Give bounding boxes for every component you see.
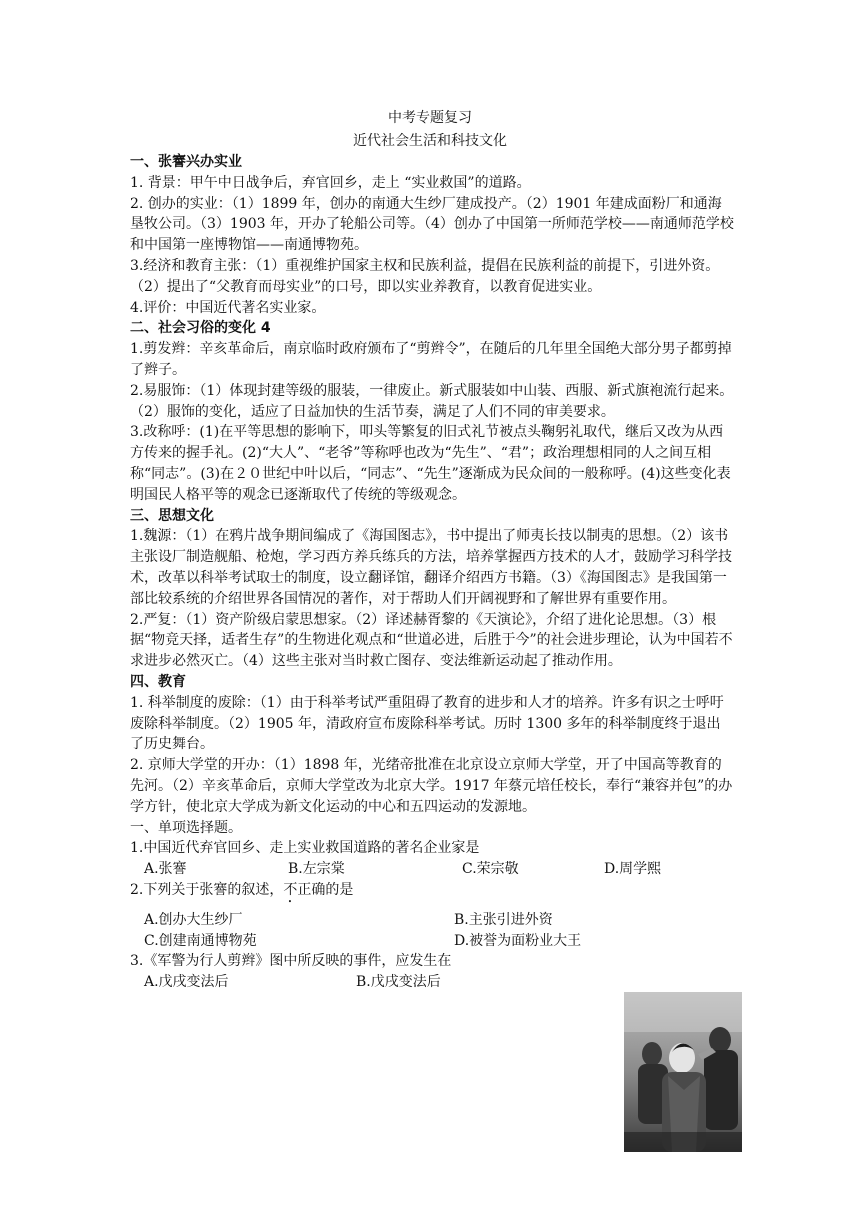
question-3-stem: 3.《军警为行人剪辫》图中所反映的事件，应发生在	[130, 953, 452, 970]
paragraph: 1. 背景：甲午中日战争后，弃官回乡，走上 “实业救国”的道路。	[130, 174, 531, 191]
paragraph: 1.魏源：（1）在鸦片战争期间编成了《海国图志》，书中提出了师夷长技以制夷的思想。（2）该书主张设厂制造舰船、枪炮，学习西方养兵练兵的方法，培养掌握西方技术的人才，鼓励学习科学技术，改革以科举考试取士的制度，设立翻译馆，翻译介绍西方书籍。（3）《海国图志》是我国第一部比较系统的介绍世界各国情况的著作，对于帮助人们开阔视野和了解世界有重要作用。	[130, 528, 732, 607]
document-body	[130, 152, 734, 993]
option-c: C.荣宗敬	[462, 861, 519, 878]
option-a: A.创办大生纱厂	[144, 911, 243, 928]
section-heading-4: 四、教育	[130, 673, 186, 690]
option-b: B.戊戌变法后	[356, 974, 441, 991]
quiz-heading: 一、单项选择题。	[130, 819, 242, 836]
question-2-options-row-1	[130, 910, 734, 931]
section-heading-2: 二、社会习俗的变化 4	[130, 320, 271, 337]
paragraph: 3.经济和教育主张：（1）重视维护国家主权和民族利益，提倡在民族利益的前提下，引进外资。（2）提出了“父教育而母实业”的口号，即以实业养教育，以教育促进实业。	[130, 257, 720, 295]
option-a: A.戊戌变法后	[144, 974, 229, 991]
question-1-stem: 1.中国近代弃官回乡、走上实业救国道路的著名企业家是	[130, 840, 480, 857]
paragraph: 1.剪发辫：辛亥革命后，南京临时政府颁布了“剪辫令”，在随后的几年里全国绝大部分男子都剪掉了辫子。	[130, 341, 732, 378]
document-title: 中考专题复习	[388, 110, 472, 126]
question-1-options	[130, 859, 734, 880]
paragraph: 2. 创办的实业：（1）1899 年，创办的南通大生纱厂建成投产。（2）1901 年建成面粉厂和通海垦牧公司。（3）1903 年，开办了轮船公司等。（4）创办了中国第一所师范学校——南通师范学校和中国第一座博物馆——南通博物苑。	[130, 195, 734, 254]
question-2-emphasis: 不	[283, 881, 298, 898]
option-b: B.主张引进外资	[454, 911, 553, 928]
question-2-stem	[130, 880, 734, 906]
document-subtitle: 近代社会生活和科技文化	[353, 133, 507, 149]
photo-illustration	[624, 992, 742, 1152]
question-2-stem-start: 2.下列关于张謇的叙述，	[130, 881, 284, 898]
section-heading-3: 三、思想文化	[130, 507, 214, 524]
option-b: B.左宗棠	[288, 861, 345, 878]
paragraph: 1. 科举制度的废除：（1）由于科举考试严重阻碍了教育的进步和人才的培养。许多有识之士呼吁废除科举制度。（2）1905 年，清政府宣布废除科举考试。历时 1300 多年的科举制度终于退出了历史舞台。	[130, 694, 724, 753]
option-a: A.张謇	[144, 861, 187, 878]
paragraph: 3.改称呼：(1)在平等思想的影响下，叩头等繁复的旧式礼节被点头鞠躬礼取代，继后又改为从西方传来的握手礼。(2)“大人”、“老爷”等称呼也改为“先生”、“君”；政治理想相同的人之间互相称“同志”。(3)在２０世纪中叶以后，“同志”、“先生”逐渐成为民众间的一般称呼。(4)这些变化表明国民人格平等的观念已逐渐取代了传统的等级观念。	[130, 424, 731, 503]
question-2-stem-end: 正确的是	[297, 881, 354, 898]
question-3-options	[130, 972, 734, 993]
question-2-options-row-2	[130, 931, 734, 952]
section-heading-1: 一、张謇兴办实业	[130, 154, 242, 170]
paragraph: 2.易服饰：（1）体现封建等级的服装，一律废止。新式服装如中山装、西服、新式旗袍流行起来。（2）服饰的变化，适应了日益加快的生活节奏，满足了人们不同的审美要求。	[130, 382, 734, 420]
paragraph: 2. 京师大学堂的开办：（1）1898 年，光绪帝批准在北京设立京师大学堂，开了中国高等教育的先河。（2）辛亥革命后，京师大学堂改为北京大学。1917 年蔡元培任校长，奉行“兼容并包”的办学方针，使北京大学成为新文化运动的中心和五四运动的发源地。	[130, 757, 733, 815]
queue-cutting-photo	[624, 992, 742, 1152]
option-d: D.周学熙	[604, 861, 662, 878]
paragraph: 4.评价：中国近代著名实业家。	[130, 299, 326, 316]
paragraph: 2.严复：（1）资产阶级启蒙思想家。（2）译述赫胥黎的《天演论》，介绍了进化论思想。（3）根据“物竞天择，适者生存”的生物进化观点和“世道必进，后胜于今”的社会进步理论，认为中国若不求进步必然灭亡。（4）这些主张对当时救亡图存、变法维新运动起了推动作用。	[130, 611, 733, 670]
option-d: D.被誉为面粉业大王	[454, 932, 582, 949]
option-c: C.创建南通博物苑	[144, 932, 257, 949]
